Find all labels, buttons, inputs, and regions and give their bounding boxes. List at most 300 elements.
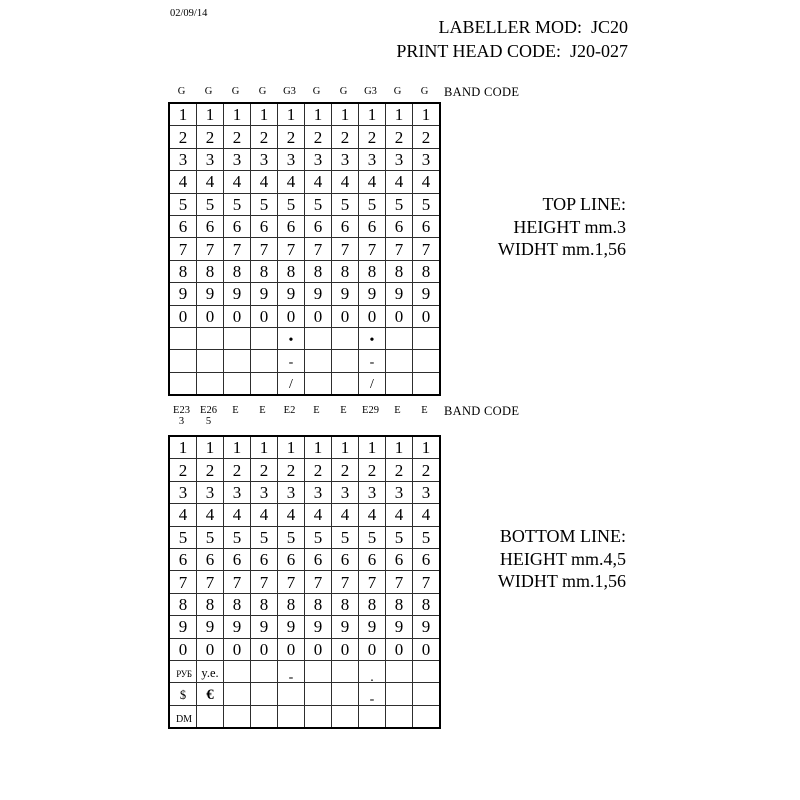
cell-character: 7	[313, 572, 323, 592]
cell-character: 7	[421, 572, 431, 592]
cell-character: 8	[367, 261, 377, 281]
table-row	[169, 350, 440, 372]
table-cell	[251, 571, 278, 593]
title-line-print-head-code: PRINT HEAD CODE: J20-027	[396, 41, 628, 61]
table-cell	[197, 171, 224, 193]
cell-character: 3	[313, 482, 323, 502]
cell-character: 5	[286, 194, 296, 214]
table-cell	[359, 305, 386, 327]
table-cell	[413, 616, 441, 638]
cell-character: 0	[178, 306, 188, 326]
table-cell	[278, 526, 305, 548]
table-cell	[278, 372, 305, 395]
cell-character: 9	[259, 284, 269, 304]
table-row	[169, 548, 440, 570]
table-cell	[359, 683, 386, 705]
cell-character: 7	[232, 572, 242, 592]
cell-character: 2	[313, 460, 323, 480]
band-code: G	[231, 86, 240, 97]
cell-character: 6	[259, 550, 269, 570]
table-cell	[305, 260, 332, 282]
cell-character: 1	[259, 105, 269, 125]
table-cell	[197, 103, 224, 126]
cell-character: 6	[367, 217, 377, 237]
band-code: G3	[364, 86, 377, 97]
table-row	[169, 593, 440, 615]
cell-character: 3	[394, 149, 404, 169]
table-cell	[224, 238, 251, 260]
cell-character: 1	[232, 105, 242, 125]
table-cell	[197, 148, 224, 170]
table-cell	[386, 171, 413, 193]
table-cell	[224, 215, 251, 237]
cell-character: $	[179, 688, 187, 703]
cell-character: 6	[421, 217, 431, 237]
table-cell	[332, 571, 359, 593]
table-cell	[386, 238, 413, 260]
table-cell	[305, 126, 332, 148]
cell-character: DM	[175, 713, 193, 725]
cell-character: 9	[367, 284, 377, 304]
cell-character: 9	[394, 284, 404, 304]
table-row	[169, 683, 440, 705]
cell-character: 4	[232, 172, 242, 192]
band-code: E26 5	[195, 405, 222, 427]
table-cell	[251, 193, 278, 215]
table-cell	[169, 571, 197, 593]
cell-character: 1	[340, 438, 350, 458]
cell-character: 0	[313, 639, 323, 659]
cell-character: 0	[232, 639, 242, 659]
cell-character: 5	[313, 194, 323, 214]
cell-character: 7	[394, 239, 404, 259]
cell-character: 4	[367, 172, 377, 192]
table-cell	[305, 171, 332, 193]
table-cell	[278, 327, 305, 349]
table-cell	[224, 148, 251, 170]
table-cell	[332, 459, 359, 481]
table-cell	[251, 436, 278, 459]
band-code: G	[312, 86, 321, 97]
table-cell	[278, 238, 305, 260]
table-cell	[413, 571, 441, 593]
table-cell	[251, 148, 278, 170]
table-cell	[197, 638, 224, 660]
table-cell	[197, 238, 224, 260]
table-cell	[278, 504, 305, 526]
cell-character: 5	[421, 194, 431, 214]
table-row	[169, 504, 440, 526]
table-cell	[197, 283, 224, 305]
cell-character: 9	[340, 284, 350, 304]
cell-character: .	[370, 669, 374, 683]
table-cell	[278, 215, 305, 237]
cell-character: -	[288, 354, 294, 370]
table-cell	[197, 193, 224, 215]
table-cell	[278, 350, 305, 372]
table-cell	[386, 215, 413, 237]
page-title	[396, 15, 628, 63]
table-cell	[251, 638, 278, 660]
table-row	[169, 526, 440, 548]
table-cell	[224, 193, 251, 215]
cell-character: 1	[313, 438, 323, 458]
table-cell	[359, 504, 386, 526]
table-cell	[386, 305, 413, 327]
table-cell	[197, 126, 224, 148]
table-cell	[386, 526, 413, 548]
table-cell	[305, 638, 332, 660]
spec-line: WIDHT mm.1,56	[497, 571, 626, 591]
table-cell	[197, 660, 224, 682]
cell-character: 3	[286, 482, 296, 502]
cell-character: 2	[178, 460, 188, 480]
table-cell	[386, 327, 413, 349]
table-cell	[413, 260, 441, 282]
table-cell	[359, 459, 386, 481]
table-cell	[251, 305, 278, 327]
spec-line: WIDHT mm.1,56	[497, 239, 626, 259]
table-cell	[332, 238, 359, 260]
cell-character: 5	[205, 194, 215, 214]
cell-character: 6	[286, 550, 296, 570]
table-cell	[278, 683, 305, 705]
table-cell	[359, 350, 386, 372]
band-code-line2: 3	[178, 416, 185, 427]
cell-character: 7	[205, 239, 215, 259]
table-cell	[386, 660, 413, 682]
table-cell	[332, 327, 359, 349]
cell-character: 2	[394, 127, 404, 147]
table-cell	[332, 481, 359, 503]
cell-character: 1	[394, 438, 404, 458]
table-cell	[386, 260, 413, 282]
table-cell	[332, 705, 359, 728]
table-cell	[332, 283, 359, 305]
table-cell	[359, 103, 386, 126]
cell-character: /	[289, 377, 293, 393]
table-cell	[332, 126, 359, 148]
table-cell	[305, 593, 332, 615]
band-code: E29	[362, 405, 379, 416]
cell-character: 1	[205, 105, 215, 125]
table-cell	[332, 215, 359, 237]
cell-character: 7	[259, 572, 269, 592]
table-cell	[413, 504, 441, 526]
table-cell	[197, 593, 224, 615]
cell-character: 1	[286, 105, 296, 125]
table-cell	[332, 638, 359, 660]
table-cell	[359, 193, 386, 215]
table-cell	[413, 215, 441, 237]
table-cell	[197, 571, 224, 593]
cell-character: РУБ	[176, 669, 192, 680]
cell-character: 1	[394, 105, 404, 125]
cell-character: 3	[259, 482, 269, 502]
cell-character: 2	[178, 127, 188, 147]
table-cell	[413, 660, 441, 682]
table-cell	[251, 481, 278, 503]
table-cell	[169, 103, 197, 126]
table-cell	[169, 305, 197, 327]
cell-character: 1	[232, 438, 242, 458]
table-cell	[224, 260, 251, 282]
cell-character: 2	[340, 127, 350, 147]
table-cell	[251, 372, 278, 395]
cell-character: 2	[286, 127, 296, 147]
title-line-labeller-mod: LABELLER MOD: JC20	[438, 17, 628, 37]
table-row	[169, 660, 440, 682]
table-row	[169, 571, 440, 593]
cell-character: 9	[232, 617, 242, 637]
spec-line: TOP LINE:	[542, 194, 626, 214]
table-cell	[413, 638, 441, 660]
cell-character: 7	[340, 572, 350, 592]
cell-character: 5	[286, 527, 296, 547]
table-cell	[251, 327, 278, 349]
table-cell	[386, 705, 413, 728]
table-cell	[413, 705, 441, 728]
table-cell	[224, 327, 251, 349]
cell-character: 3	[286, 149, 296, 169]
table-cell	[197, 548, 224, 570]
table-cell	[305, 571, 332, 593]
cell-character: 0	[232, 306, 242, 326]
cell-character: 6	[232, 550, 242, 570]
cell-character: 5	[232, 527, 242, 547]
spec-line: BOTTOM LINE:	[499, 526, 626, 546]
cell-character: 0	[421, 306, 431, 326]
band-code: G	[339, 86, 348, 97]
table-cell	[278, 616, 305, 638]
table-cell	[197, 683, 224, 705]
cell-character: 9	[205, 284, 215, 304]
band-code: G	[177, 86, 186, 97]
cell-character: 3	[205, 482, 215, 502]
cell-character: 6	[205, 217, 215, 237]
cell-character: 0	[367, 639, 377, 659]
cell-character: 6	[232, 217, 242, 237]
table-cell	[413, 372, 441, 395]
cell-character: 6	[313, 550, 323, 570]
table-cell	[278, 660, 305, 682]
cell-character: 9	[232, 284, 242, 304]
table-cell	[359, 238, 386, 260]
table-cell	[197, 436, 224, 459]
cell-character: 0	[394, 639, 404, 659]
table-cell	[413, 526, 441, 548]
table-cell	[305, 283, 332, 305]
cell-character: 4	[178, 505, 188, 525]
table-cell	[413, 126, 441, 148]
cell-character: 9	[286, 617, 296, 637]
cell-character: 8	[178, 261, 188, 281]
cell-character: 2	[313, 127, 323, 147]
cell-character: 4	[259, 505, 269, 525]
cell-character: 7	[178, 572, 188, 592]
table-cell	[169, 238, 197, 260]
cell-character: 0	[286, 639, 296, 659]
table-cell	[278, 548, 305, 570]
cell-character: 7	[421, 239, 431, 259]
table-cell	[224, 305, 251, 327]
table-cell	[169, 126, 197, 148]
band-code: G	[204, 86, 213, 97]
cell-character: 7	[313, 239, 323, 259]
cell-character: 1	[367, 105, 377, 125]
table-cell	[359, 148, 386, 170]
table-cell	[386, 283, 413, 305]
cell-character: 1	[286, 438, 296, 458]
table-cell	[224, 103, 251, 126]
table-cell	[359, 526, 386, 548]
table-cell	[359, 260, 386, 282]
table-cell	[359, 436, 386, 459]
cell-character: •	[288, 332, 294, 348]
cell-character: 2	[259, 460, 269, 480]
cell-character: 2	[367, 460, 377, 480]
table-cell	[251, 238, 278, 260]
cell-character: 7	[367, 572, 377, 592]
table-cell	[413, 683, 441, 705]
table-cell	[224, 283, 251, 305]
table-cell	[305, 616, 332, 638]
table-cell	[169, 283, 197, 305]
table-cell	[278, 705, 305, 728]
cell-character: 8	[313, 261, 323, 281]
table-cell	[305, 148, 332, 170]
table-cell	[386, 616, 413, 638]
table-cell	[251, 350, 278, 372]
table-cell	[305, 103, 332, 126]
cell-character: 6	[394, 217, 404, 237]
table-row	[169, 171, 440, 193]
cell-character: 9	[313, 617, 323, 637]
table-row	[169, 283, 440, 305]
table-cell	[305, 683, 332, 705]
table-cell	[305, 660, 332, 682]
cell-character: 8	[259, 594, 269, 614]
band-code: E23 3	[168, 405, 195, 427]
table-cell	[251, 660, 278, 682]
table-cell	[386, 548, 413, 570]
cell-character: y.e.	[201, 666, 219, 681]
band-code-label: BAND CODE	[444, 404, 520, 418]
table-cell	[224, 504, 251, 526]
table-cell	[305, 305, 332, 327]
table-cell	[224, 350, 251, 372]
cell-character: 2	[394, 460, 404, 480]
cell-character: 8	[394, 594, 404, 614]
cell-character: 8	[205, 261, 215, 281]
table-cell	[386, 459, 413, 481]
table-cell	[169, 215, 197, 237]
table-cell	[169, 683, 197, 705]
cell-character: 5	[367, 194, 377, 214]
table-cell	[278, 283, 305, 305]
table-cell	[278, 481, 305, 503]
band-code: G	[420, 86, 429, 97]
cell-character: 5	[340, 194, 350, 214]
table-cell	[386, 148, 413, 170]
cell-character: 0	[205, 639, 215, 659]
table-cell	[413, 350, 441, 372]
table-cell	[251, 103, 278, 126]
table-cell	[169, 350, 197, 372]
cell-character: 1	[205, 438, 215, 458]
cell-character: 8	[394, 261, 404, 281]
cell-character: 2	[367, 127, 377, 147]
table-cell	[305, 459, 332, 481]
cell-character: 6	[178, 217, 188, 237]
table-cell	[413, 459, 441, 481]
table-cell	[359, 481, 386, 503]
table-cell	[359, 171, 386, 193]
table-cell	[332, 193, 359, 215]
band-code-line2: 5	[205, 416, 212, 427]
table-cell	[224, 481, 251, 503]
band-code-label: BAND CODE	[444, 85, 520, 99]
cell-character: 5	[313, 527, 323, 547]
cell-character: 9	[178, 284, 188, 304]
cell-character: 9	[367, 617, 377, 637]
cell-character: 3	[232, 482, 242, 502]
cell-character: 6	[205, 550, 215, 570]
cell-character: 4	[259, 172, 269, 192]
table-cell	[413, 548, 441, 570]
table-cell	[332, 436, 359, 459]
table-cell	[278, 260, 305, 282]
cell-character: 0	[340, 306, 350, 326]
table-cell	[251, 504, 278, 526]
table-cell	[332, 148, 359, 170]
table-cell	[224, 372, 251, 395]
cell-character: 3	[178, 149, 188, 169]
table-cell	[251, 548, 278, 570]
table-cell	[224, 705, 251, 728]
cell-character: 6	[313, 217, 323, 237]
cell-character: 3	[313, 149, 323, 169]
cell-character: 8	[178, 594, 188, 614]
cell-character: •	[369, 332, 375, 348]
cell-character: 4	[286, 172, 296, 192]
cell-character: 2	[421, 460, 431, 480]
table-row	[169, 616, 440, 638]
band-code-row-bottom	[168, 405, 519, 427]
cell-character: 6	[367, 550, 377, 570]
table-row	[169, 193, 440, 215]
cell-character: 0	[340, 639, 350, 659]
table-cell	[386, 193, 413, 215]
table-cell	[359, 327, 386, 349]
table-cell	[197, 215, 224, 237]
table-cell	[224, 436, 251, 459]
table-cell	[278, 171, 305, 193]
table-cell	[332, 683, 359, 705]
cell-character: 6	[178, 550, 188, 570]
cell-character: 0	[286, 306, 296, 326]
table-cell	[224, 660, 251, 682]
cell-character: 6	[394, 550, 404, 570]
cell-character: 7	[286, 572, 296, 592]
table-cell	[332, 350, 359, 372]
table-cell	[386, 126, 413, 148]
cell-character: 2	[205, 127, 215, 147]
table-cell	[169, 548, 197, 570]
table-cell	[251, 683, 278, 705]
cell-character: 4	[286, 505, 296, 525]
cell-character: 3	[367, 482, 377, 502]
